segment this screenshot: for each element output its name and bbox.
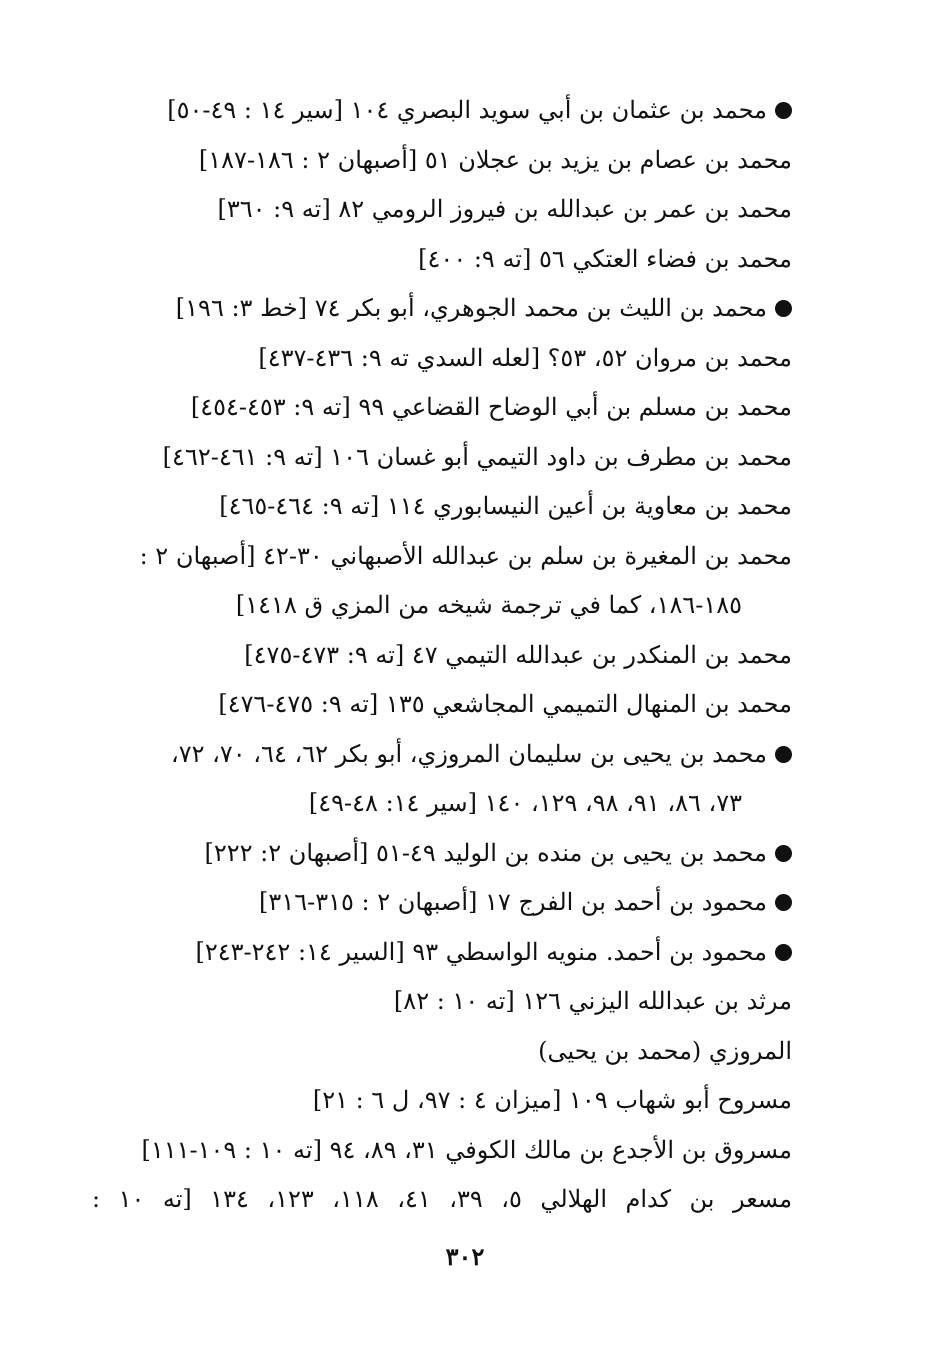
index-entry — [92, 878, 792, 928]
index-entry-continuation — [92, 581, 792, 631]
index-entry — [92, 631, 792, 681]
index-entry — [92, 928, 792, 978]
index-entry — [92, 235, 792, 285]
entry-text: مسروح أبو شهاب ١٠٩ [ميزان ٤ : ٩٧، ل ٦ : ٢١] — [312, 1086, 792, 1114]
entry-text: محمود بن أحمد. منويه الواسطي ٩٣ [السير ١٤: ٢٤٢-٢٤٣] — [195, 937, 767, 966]
entry-text: محمد بن المنكدر بن عبدالله التيمي ٤٧ [ته ٩: ٤٧٣-٤٧٥] — [244, 640, 792, 669]
entry-text: محمد بن الليث بن محمد الجوهري، أبو بكر ٧٤ [خط ٣: ١٩٦] — [175, 294, 767, 322]
entry-text: مسعر بن كدام الهلالي ٥، ٣٩، ٤١، ١١٨، ١٢٣، ١٣٤ [ته ١٠ : — [92, 1185, 793, 1213]
index-entry — [92, 334, 792, 384]
entry-text: محمد بن معاوية بن أعين النيسابوري ١١٤ [ته ٩: ٤٦٤-٤٦٥] — [219, 492, 792, 520]
index-entry — [92, 1027, 792, 1077]
entry-text: المروزي (محمد بن يحيى) — [538, 1036, 792, 1065]
index-entry — [92, 383, 792, 433]
entry-text: محمد بن يحيى بن منده بن الوليد ٤٩-٥١ [أصبهان ٢: ٢٢٢] — [204, 838, 767, 867]
entry-text: محمد بن المنهال التميمي المجاشعي ١٣٥ [ته ٩: ٤٧٥-٤٧٦] — [218, 690, 792, 718]
index-entry — [92, 730, 792, 780]
index-entry — [92, 136, 792, 186]
entry-text: محمد بن مروان ٥٢، ٥٣؟ [لعله السدي ته ٩: ٤٣٦-٤٣٧] — [258, 343, 792, 372]
entry-text: مرثد بن عبدالله اليزني ١٢٦ [ته ١٠ : ٨٢] — [393, 987, 792, 1015]
index-entry-continuation — [92, 779, 792, 829]
entry-text: محمد بن يحيى بن سليمان المروزي، أبو بكر ٦٢، ٦٤، ٧٠، ٧٢، — [170, 739, 767, 768]
index-entry — [92, 1126, 792, 1176]
entry-text: ٧٣، ٨٦، ٩١، ٩٨، ١٢٩، ١٤٠ [سير ١٤: ٤٨-٤٩] — [308, 789, 742, 817]
bullet-icon — [775, 944, 792, 961]
entry-text: محمد بن عثمان بن أبي سويد البصري ١٠٤ [سير ١٤ : ٤٩-٥٠] — [167, 96, 767, 124]
index-entry — [92, 532, 792, 582]
entry-text: محمد بن مطرف بن داود التيمي أبو غسان ١٠٦ [ته ٩: ٤٦١-٤٦٢] — [162, 442, 792, 471]
index-entry — [92, 86, 792, 136]
index-entry — [92, 829, 792, 879]
entry-text: ١٨٥-١٨٦، كما في ترجمة شيخه من المزي ق ١٤١٨] — [235, 591, 742, 619]
entry-text: محمد بن المغيرة بن سلم بن عبدالله الأصبهاني ٣٠-٤٢ [أصبهان ٢ : — [139, 541, 792, 570]
index-entry — [92, 185, 792, 235]
index-entry — [92, 1175, 792, 1225]
index-entry — [92, 1076, 792, 1126]
bullet-icon — [775, 894, 792, 911]
index-entry — [92, 433, 792, 483]
index-entry — [92, 482, 792, 532]
page-number: ٣٠٢ — [445, 1242, 485, 1271]
bullet-icon — [775, 746, 792, 763]
bullet-icon — [775, 102, 792, 119]
entry-text: محمد بن فضاء العتكي ٥٦ [ته ٩: ٤٠٠] — [418, 244, 792, 273]
entry-text: محمود بن أحمد بن الفرج ١٧ [أصبهان ٢ : ٣١٥-٣١٦] — [259, 888, 767, 916]
index-entry — [92, 680, 792, 730]
bullet-icon — [775, 300, 792, 317]
index-entries-list — [92, 86, 792, 1225]
entry-text: محمد بن عمر بن عبدالله بن فيروز الرومي ٨٢ [ته ٩: ٣٦٠] — [217, 195, 792, 223]
entry-text: مسروق بن الأجدع بن مالك الكوفي ٣١، ٨٩، ٩٤ [ته ١٠ : ١٠٩-١١١] — [141, 1135, 792, 1164]
entry-text: محمد بن مسلم بن أبي الوضاح القضاعي ٩٩ [ته ٩: ٤٥٣-٤٥٤] — [190, 393, 792, 421]
entry-text: محمد بن عصام بن يزيد بن عجلان ٥١ [أصبهان ٢ : ١٨٦-١٨٧] — [198, 145, 792, 174]
bullet-icon — [775, 845, 792, 862]
index-entry — [92, 284, 792, 334]
index-entry — [92, 977, 792, 1027]
